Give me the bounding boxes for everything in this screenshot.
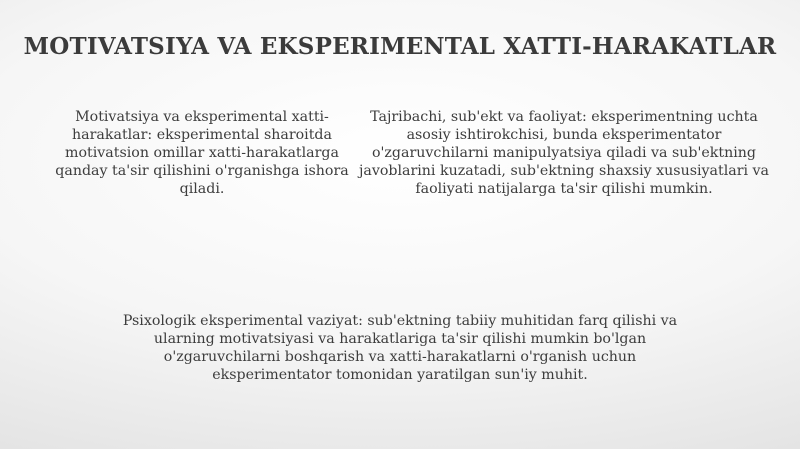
slide-title: MOTIVATSIYA VA EKSPERIMENTAL XATTI-HARAKATLAR bbox=[23, 33, 777, 60]
paragraph-participants: Tajribachi, sub'ekt va faoliyat: eksperimentning uchta asosiy ishtirokchisi, bunda eksperimentator o'zgaruvchilarni manipulyatsiya qiladi va sub'ektning javoblarini kuzatadi, sub'ektning shaxsiy xususiyatlari va faoliyati natijalarga ta'sir qilishi mumkin. bbox=[358, 109, 770, 197]
paragraph-motivation: Motivatsiya va eksperimental xatti-harakatlar: eksperimental sharoitda motivatsion omillar xatti-harakatlarga qanday ta'sir qilishini o'rganishga ishora qiladi. bbox=[55, 109, 349, 197]
paragraph-experimental-situation: Psixologik eksperimental vaziyat: sub'ektning tabiiy muhitidan farq qilishi va ularning motivatsiyasi va harakatlariga ta'sir qilishi mumkin bo'lgan o'zgaruvchilarni boshqarish va xatti-harakatlarni o'rganish uchun eksperimentator tomonidan yaratilgan sun'iy muhit. bbox=[122, 313, 678, 383]
